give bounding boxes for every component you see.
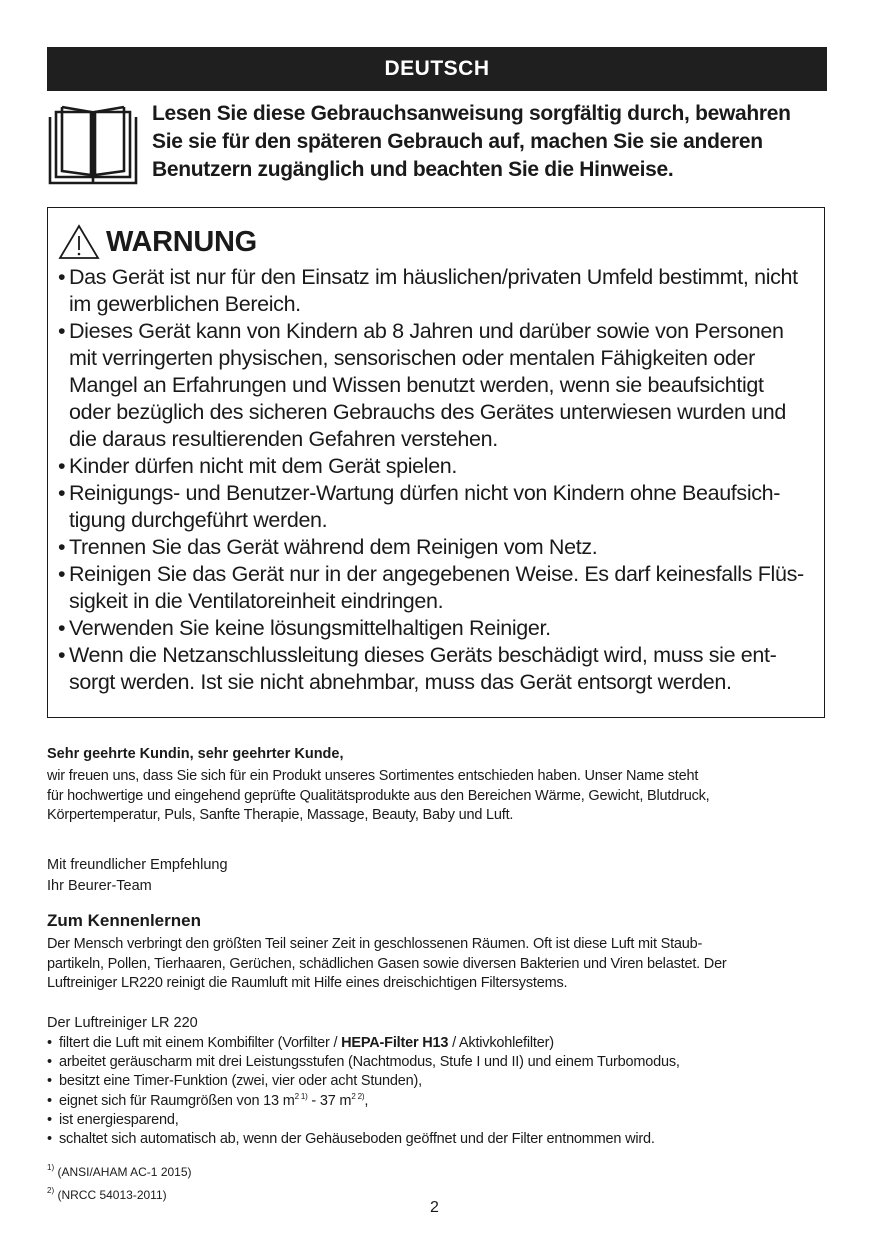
intro-line: Sie sie für den späteren Gebrauch auf, machen Sie sie anderen [152,130,763,153]
line: Kinder dürfen nicht mit dem Gerät spielen. [69,454,458,478]
superscript: 2 1) [294,1091,308,1101]
section-title: Zum Kennenlernen [47,911,201,930]
line: Das Gerät ist nur für den Einsatz im häuslichen/privaten Umfeld bestimmt, nicht [69,265,798,289]
warning-item [58,264,818,318]
language-header [47,47,827,91]
line: tigung durchgeführt werden. [69,508,328,532]
text: schaltet sich automatisch ab, wenn der Gehäuseboden geöffnet und der Filter entnommen wird. [59,1131,655,1148]
text: arbeitet geräuscharm mit drei Leistungsstufen (Nachtmodus, Stufe I und II) und einem Turbomodus, [59,1054,680,1071]
open-book-icon [47,103,139,187]
bullet: • [58,535,66,559]
text: , [364,1092,369,1109]
bullet: • [58,481,66,505]
feature-item [47,1034,832,1053]
line: Der Mensch verbringt den größten Teil seiner Zeit in geschlossenen Räumen. Oft ist diese Luft mit Staub- [47,936,703,952]
bullet: • [58,319,66,343]
line: Körpertemperatur, Puls, Sanfte Therapie, Massage, Beauty, Baby und Luft. [47,807,514,823]
line: Mit freundlicher Empfehlung [47,857,228,873]
bullet: • [58,643,66,667]
line: die daraus resultierenden Gefahren verstehen. [69,427,498,451]
line: Luftreiniger LR220 reinigt die Raumluft mit Hilfe eines dreischichtigen Filtersystems. [47,975,568,991]
page-number: 2 [430,1199,439,1216]
text: (NRCC 54013-2011) [54,1188,167,1202]
warning-item [58,318,818,453]
bullet: • [47,1111,52,1128]
warning-heading [58,222,257,262]
warning-item [58,480,818,534]
line: sigkeit in die Ventilatoreinheit eindringen. [69,589,444,613]
features-intro: Der Luftreiniger LR 220 [47,1015,198,1031]
bullet: • [47,1035,52,1051]
feature-item [47,1092,832,1111]
line: Wenn die Netzanschlussleitung dieses Geräts beschädigt wird, muss sie ent- [69,643,777,667]
feature-item [47,1130,832,1149]
intro-notice [47,100,832,190]
footnote-mark: 1) [47,1163,55,1172]
section-body [47,935,832,994]
warning-list [58,264,818,696]
line: Reinigungs- und Benutzer-Wartung dürfen nicht von Kindern ohne Beaufsich- [69,481,781,505]
warning-item [58,453,818,480]
line: wir freuen uns, dass Sie sich für ein Produkt unseres Sortimentes entschieden haben. Unser Name steht [47,768,699,784]
line: Verwenden Sie keine lösungsmittelhaltigen Reiniger. [69,616,551,640]
text: / Aktivkohlefilter) [448,1035,554,1051]
text: - 37 m [307,1092,352,1109]
footnote [47,1165,192,1179]
bullet: • [58,454,66,478]
warning-item [58,534,818,561]
line: Dieses Gerät kann von Kindern ab 8 Jahren und darüber sowie von Personen [69,319,784,343]
text: filtert die Luft mit einem Kombifilter (Vorfilter / [59,1035,342,1051]
line: partikeln, Pollen, Tierhaaren, Gerüchen, schädlichen Gasen sowie diversen Bakterien und Viren belastet. Der [47,955,727,972]
salutation: Sehr geehrte Kundin, sehr geehrter Kunde, [47,746,344,762]
text: besitzt eine Timer-Funktion (zwei, vier oder acht Stunden), [59,1073,422,1090]
text: (ANSI/AHAM AC-1 2015) [54,1165,192,1179]
bullet: • [47,1054,52,1071]
letter-closing [47,855,228,897]
intro-line: Lesen Sie diese Gebrauchsanweisung sorgfältig durch, bewahren [152,102,791,125]
line: Ihr Beurer-Team [47,878,152,894]
warning-box [47,207,825,718]
line: Reinigen Sie das Gerät nur in der angegebenen Weise. Es darf keinesfalls Flüs- [69,562,804,586]
bullet: • [58,265,66,289]
line: im gewerblichen Bereich. [69,292,301,316]
bullet: • [47,1073,52,1090]
bullet: • [47,1092,52,1109]
intro-text [152,100,842,184]
feature-item [47,1111,832,1130]
superscript: 2 2) [351,1091,365,1101]
warning-triangle-icon [58,224,100,260]
text: eignet sich für Raumgrößen von 13 m [59,1092,295,1109]
line: Trennen Sie das Gerät während dem Reinigen vom Netz. [69,535,598,559]
text-bold: HEPA-Filter H13 [341,1035,449,1051]
warning-item [58,615,818,642]
bullet: • [58,562,66,586]
line: für hochwertige und eingehend geprüfte Qualitätsprodukte aus den Bereichen Wärme, Gewicht, Blutdruck, [47,787,710,804]
intro-line: Benutzern zugänglich und beachten Sie die Hinweise. [152,158,674,181]
text: ist energiesparend, [59,1111,179,1128]
language-title: DEUTSCH [384,57,490,80]
warning-item [58,642,818,696]
footnote [47,1188,167,1202]
feature-item [47,1072,832,1091]
letter-body [47,767,832,826]
features-list [47,1034,832,1149]
warning-item [58,561,818,615]
bullet: • [47,1131,52,1148]
line: sorgt werden. Ist sie nicht abnehmbar, muss das Gerät entsorgt werden. [69,670,732,694]
bullet: • [58,616,66,640]
line: Mangel an Erfahrungen und Wissen benutzt werden, wenn sie beaufsichtigt [69,373,764,397]
line: oder bezüglich des sicheren Gebrauchs des Gerätes unterwiesen wurden und [69,400,786,424]
feature-item [47,1053,832,1072]
footnote-mark: 2) [47,1186,55,1195]
line: mit verringerten physischen, sensorischen oder mentalen Fähigkeiten oder [69,346,755,370]
warning-title: WARNUNG [106,225,257,258]
